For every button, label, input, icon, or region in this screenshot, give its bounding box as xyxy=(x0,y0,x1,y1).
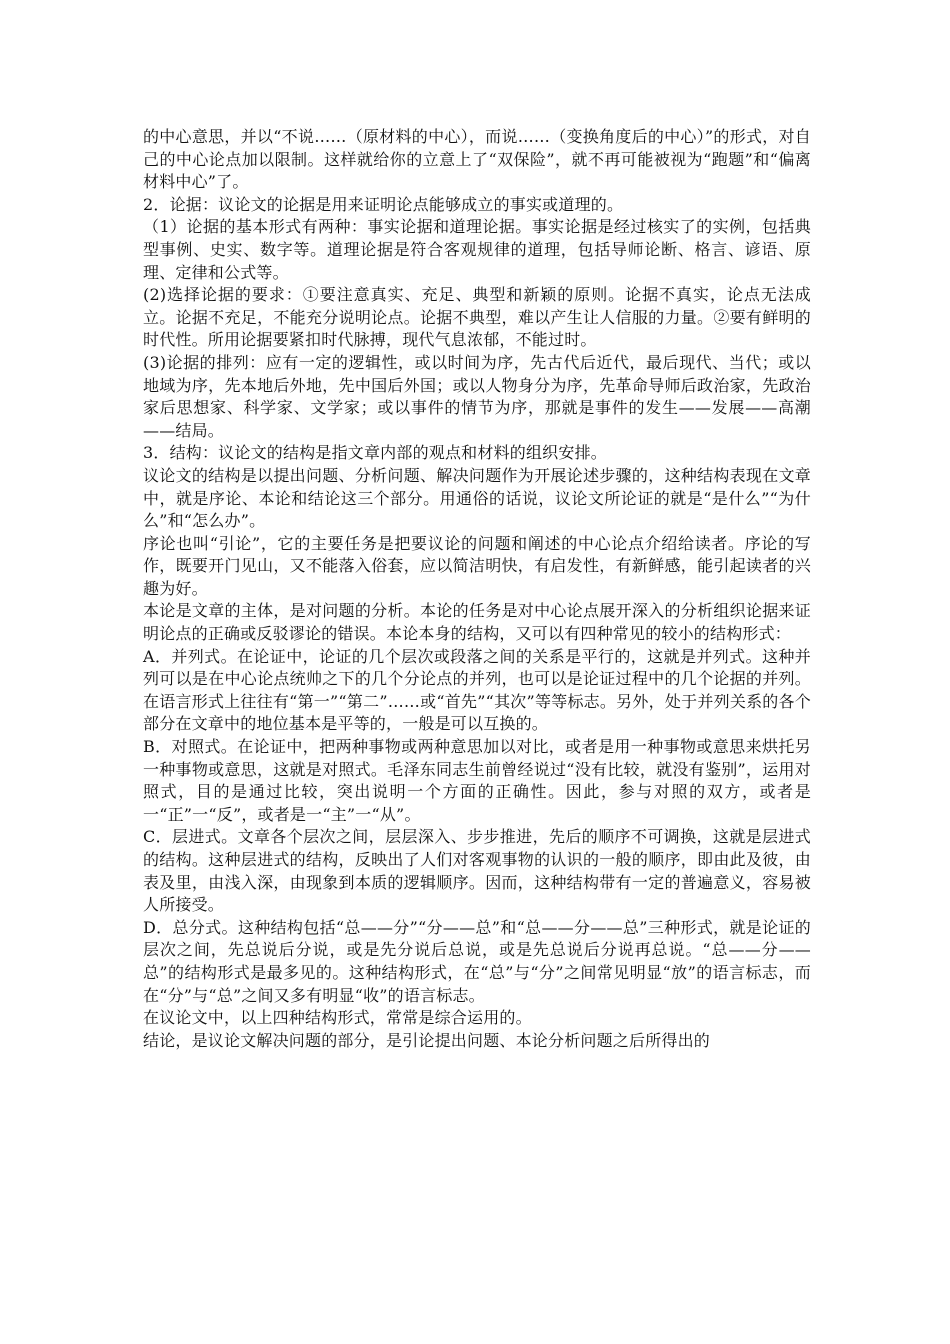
paragraph-progressive-form: C．层进式。文章各个层次之间，层层深入、步步推进，先后的顺序不可调换，这就是层进式的结构。这种层进式的结构，反映出了人们对客观事物的认识的一般的顺序，即由此及彼，由表及里，由浅入深，由现象到本质的逻辑顺序。因而，这种结构带有一定的普遍意义，容易被人所接受。 xyxy=(143,827,811,915)
paragraph-introduction: 序论也叫“引论”，它的主要任务是把要议论的问题和阐述的中心论点介绍给读者。序论的写作，既要开门见山，又不能落入俗套，应以简洁明快，有启发性，有新鲜感，能引起读者的兴趣为好。 xyxy=(143,533,811,598)
paragraph-structure-overview: 议论文的结构是以提出问题、分析问题、解决问题作为开展论述步骤的，这种结构表现在文章中，就是序论、本论和结论这三个部分。用通俗的话说，议论文所论证的就是“是什么”“为什么”和“怎么办”。 xyxy=(143,465,811,531)
paragraph-argument-heading: 2．论据：议论文的论据是用来证明论点能够成立的事实或道理的。 xyxy=(143,194,624,214)
paragraph-conclusion: 结论，是议论文解决问题的部分，是引论提出问题、本论分析问题之后所得出的 xyxy=(143,1030,711,1050)
paragraph-argument-requirements: (2)选择论据的要求：①要注意真实、充足、典型和新颖的原则。论据不真实，论点无法成立。论据不充足，不能充分说明论点。论据不典型，难以产生让人信服的力量。②要有鲜明的时代性。所用论据要紧扣时代脉搏，现代气息浓郁，不能过时。 xyxy=(143,285,811,350)
paragraph-central-idea-continuation: 的中心意思，并以“不说……（原材料的中心），而说……（变换角度后的中心）”的形式，对自己的中心论点加以限制。这样就给你的立意上了“双保险”，就不再可能被视为“跑题”和“偏离材料中心”了。 xyxy=(143,127,811,192)
paragraph-structure-heading: 3．结构：议论文的结构是指文章内部的观点和材料的组织安排。 xyxy=(143,443,607,463)
paragraph-main-body: 本论是文章的主体，是对问题的分析。本论的任务是对中心论点展开深入的分析组织论据来证明论点的正确或反驳谬论的错误。本论本身的结构，又可以有四种常见的较小的结构形式： xyxy=(143,601,811,644)
paragraph-contrast-form: B．对照式。在论证中，把两种事物或两种意思加以对比，或者是用一种事物或意思来烘托另一种事物或意思，这就是对照式。毛泽东同志生前曾经说过“没有比较，就没有鉴别”，运用对照式，目的是通过比较，突出说明一个方面的正确性。因此，参与对照的双方，或者是一“正”一“反”，或者是一“主”一“从”。 xyxy=(143,737,811,824)
paragraph-argument-ordering: (3)论据的排列：应有一定的逻辑性，或以时间为序，先古代后近代，最后现代、当代；或以地域为序，先本地后外地，先中国后外国；或以人物身分为序，先革命导师后政治家，先政治家后思想家、科学家、文学家；或以事件的情节为序，那就是事件的发生——发展——高潮——结局。 xyxy=(143,352,811,440)
paragraph-argument-forms: （1）论据的基本形式有两种：事实论据和道理论据。事实论据是经过核实了的实例，包括典型事例、史实、数字等。道理论据是符合客观规律的道理，包括导师论断、格言、谚语、原理、定律和公式等。 xyxy=(143,217,811,282)
paragraph-general-specific-form: D．总分式。这种结构包括“总——分”“分——总”和“总——分——总”三种形式，就是论证的层次之间，先总说后分说，或是先分说后总说，或是先总说后分说再总说。“总——分——总”的结构形式是最多见的。这种结构形式，在“总”与“分”之间常见明显“放”的语言标志，而在“分”与“总”之间又多有明显“收”的语言标志。 xyxy=(143,917,811,1005)
paragraph-combined-use: 在议论文中，以上四种结构形式，常常是综合运用的。 xyxy=(143,1008,532,1028)
paragraph-parallel-form: A．并列式。在论证中，论证的几个层次或段落之间的关系是平行的，这就是并列式。这种并列可以是在中心论点统帅之下的几个分论点的并列，也可以是论证过程中的几个论据的并列。在语言形式上往往有“第一”“第二”……或“首先”“其次”等等标志。另外，处于并列关系的各个部分在文章中的地位基本是平等的，一般是可以互换的。 xyxy=(143,646,811,734)
document-page xyxy=(143,126,811,1052)
